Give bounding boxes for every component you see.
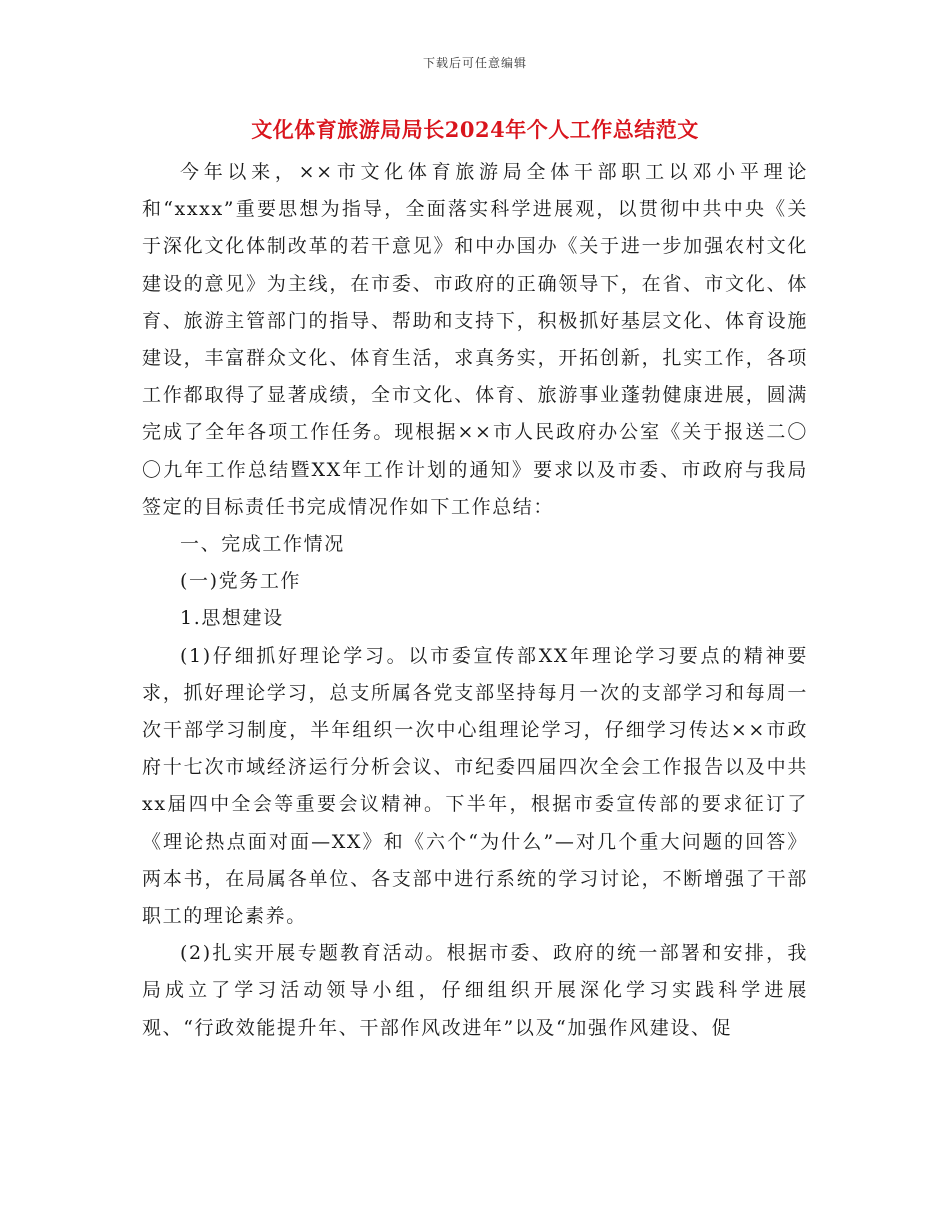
item-heading: 1.思想建设 xyxy=(180,607,284,630)
document-body xyxy=(142,154,808,1047)
header-note: 下载后可任意编辑 xyxy=(422,56,527,70)
document-title: 文化体育旅游局局长2024年个人工作总结范文 xyxy=(251,117,699,142)
intro-paragraph: 今年以来，××市文化体育旅游局全体干部职工以邓小平理论和“xxxx”重要思想为指导，全面落实科学进展观，以贯彻中共中央《关于深化文化体制改革的若干意见》和中办国办《关于进一步加强农村文化建设的意见》为主线，在市委、市政府的正确领导下，在省、市文化、体育、旅游主管部门的指导、帮助和支持下，积极抓好基层文化、体育设施建设，丰富群众文化、体育生活，求真务实，开拓创新，扎实工作，各项工作都取得了显著成绩，全市文化、体育、旅游事业蓬勃健康进展，圆满完成了全年各项工作任务。现根据××市人民政府办公室《关于报送二〇〇九年工作总结暨XX年工作计划的通知》要求以及市委、市政府与我局签定的目标责任书完成情况作如下工作总结： xyxy=(142,161,808,518)
body-paragraph: (1)仔细抓好理论学习。以市委宣传部XX年理论学习要点的精神要求，抓好理论学习，总支所属各党支部坚持每月一次的支部学习和每周一次干部学习制度，半年组织一次中心组理论学习，仔细学习传达××市政府十七次市域经济运行分析会议、市纪委四届四次全会工作报告以及中共xx届四中全会等重要会议精神。下半年，根据市委宣传部的要求征订了《理论热点面对面—XX》和《六个“为什么”—对几个重大问题的回答》两本书，在局属各单位、各支部中进行系统的学习讨论，不断增强了干部职工的理论素养。 xyxy=(142,644,808,928)
section-heading: 一、完成工作情况 xyxy=(180,533,345,556)
subsection-heading: (一)党务工作 xyxy=(180,570,302,593)
body-paragraph: (2)扎实开展专题教育活动。根据市委、政府的统一部署和安排，我局成立了学习活动领导小组，仔细组织开展深化学习实践科学进展观、“行政效能提升年、干部作风改进年”以及“加强作风建设、促 xyxy=(142,942,808,1039)
